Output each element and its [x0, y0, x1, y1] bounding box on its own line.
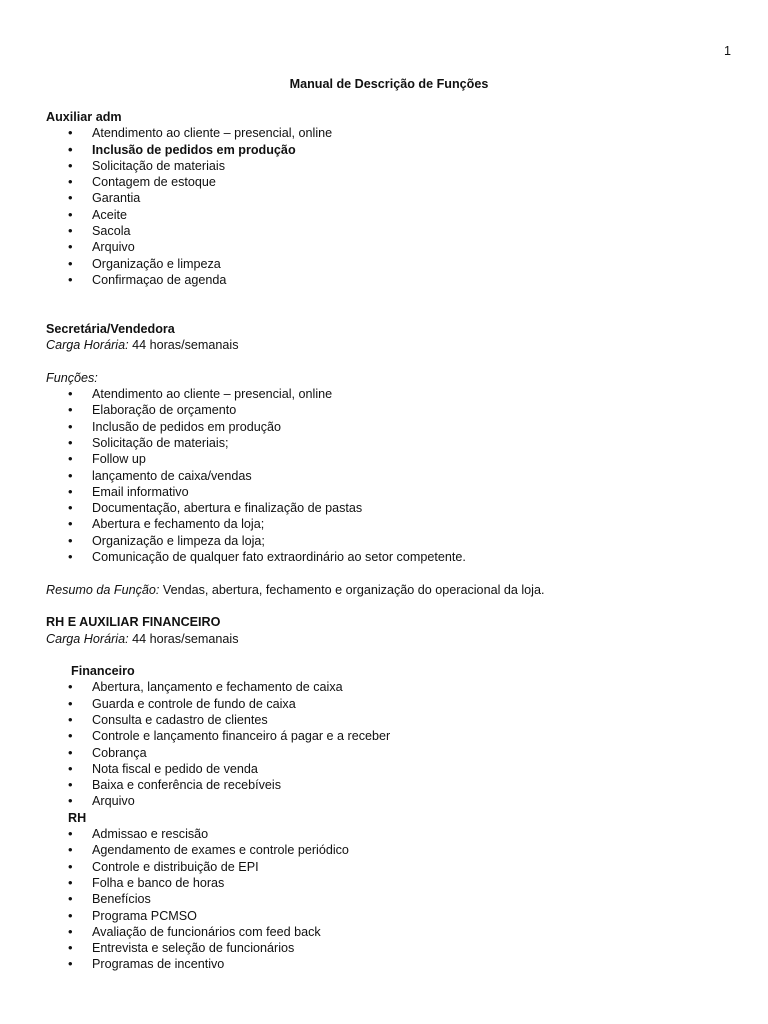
- list-item: • Sacola: [46, 223, 736, 239]
- workload-line: [46, 631, 736, 647]
- secretaria-functions-list: [46, 386, 736, 565]
- list-item: • Arquivo: [46, 239, 736, 255]
- list-item: • Entrevista e seleção de funcionários: [46, 940, 736, 956]
- workload-label: Carga Horária:: [46, 338, 129, 353]
- list-item: • Aceite: [46, 207, 736, 223]
- list-item: • Abertura, lançamento e fechamento de caixa: [46, 679, 736, 695]
- list-item: • Inclusão de pedidos em produção: [46, 419, 736, 435]
- list-item: • Elaboração de orçamento: [46, 402, 736, 418]
- list-item: • Baixa e conferência de recebíveis: [46, 777, 736, 793]
- list-item: • Contagem de estoque: [46, 174, 736, 190]
- list-item: • Nota fiscal e pedido de venda: [46, 761, 736, 777]
- list-item: • Comunicação de qualquer fato extraordinário ao setor competente.: [46, 549, 736, 565]
- page-number: 1: [723, 44, 731, 58]
- function-summary: [46, 582, 736, 598]
- list-item: • Benefícios: [46, 891, 736, 907]
- summary-label: Resumo da Função:: [46, 582, 160, 597]
- list-item: • Consulta e cadastro de clientes: [46, 712, 736, 728]
- workload-value: 44 horas/semanais: [128, 338, 239, 353]
- document-title: Manual de Descrição de Funções: [289, 77, 489, 91]
- list-item: • lançamento de caixa/vendas: [46, 468, 736, 484]
- financeiro-list: [46, 679, 736, 809]
- functions-label: Funções:: [46, 370, 98, 385]
- section-heading-auxiliar-adm: Auxiliar adm: [46, 110, 122, 124]
- list-item: • Folha e banco de horas: [46, 875, 736, 891]
- list-item: • Organização e limpeza da loja;: [46, 533, 736, 549]
- list-item: • Controle e distribuição de EPI: [46, 859, 736, 875]
- section-heading-rh-financeiro: RH E AUXILIAR FINANCEIRO: [46, 615, 221, 630]
- list-item: • Garantia: [46, 190, 736, 206]
- list-item: • Atendimento ao cliente – presencial, online: [46, 386, 736, 402]
- list-item: • Email informativo: [46, 484, 736, 500]
- list-item: • Abertura e fechamento da loja;: [46, 516, 736, 532]
- list-item: • Programas de incentivo: [46, 956, 736, 972]
- summary-value: Vendas, abertura, fechamento e organização do operacional da loja.: [159, 582, 545, 597]
- list-item: • Admissao e rescisão: [46, 826, 736, 842]
- subheading-rh: RH: [68, 810, 87, 825]
- list-item: • Solicitação de materiais;: [46, 435, 736, 451]
- workload-label: Carga Horária:: [46, 631, 129, 646]
- list-item: • Inclusão de pedidos em produção: [46, 142, 736, 158]
- subheading-financeiro: Financeiro: [71, 664, 135, 679]
- list-item: • Confirmaçao de agenda: [46, 272, 736, 288]
- list-item: • Atendimento ao cliente – presencial, online: [46, 125, 736, 141]
- workload-line: [46, 337, 736, 353]
- list-item: • Programa PCMSO: [46, 908, 736, 924]
- list-item: • Documentação, abertura e finalização de pastas: [46, 500, 736, 516]
- list-item: • Arquivo: [46, 793, 736, 809]
- list-item: • Cobrança: [46, 745, 736, 761]
- list-item: • Agendamento de exames e controle periódico: [46, 842, 736, 858]
- workload-value: 44 horas/semanais: [128, 631, 239, 646]
- auxiliar-adm-list: [46, 125, 736, 288]
- rh-list: [46, 826, 736, 973]
- list-item: • Avaliação de funcionários com feed back: [46, 924, 736, 940]
- list-item: • Guarda e controle de fundo de caixa: [46, 696, 736, 712]
- section-heading-secretaria-vendedora: Secretária/Vendedora: [46, 321, 175, 336]
- list-item: • Follow up: [46, 451, 736, 467]
- list-item: • Solicitação de materiais: [46, 158, 736, 174]
- document-body: [46, 76, 736, 973]
- list-item: • Controle e lançamento financeiro á pagar e a receber: [46, 728, 736, 744]
- list-item: • Organização e limpeza: [46, 256, 736, 272]
